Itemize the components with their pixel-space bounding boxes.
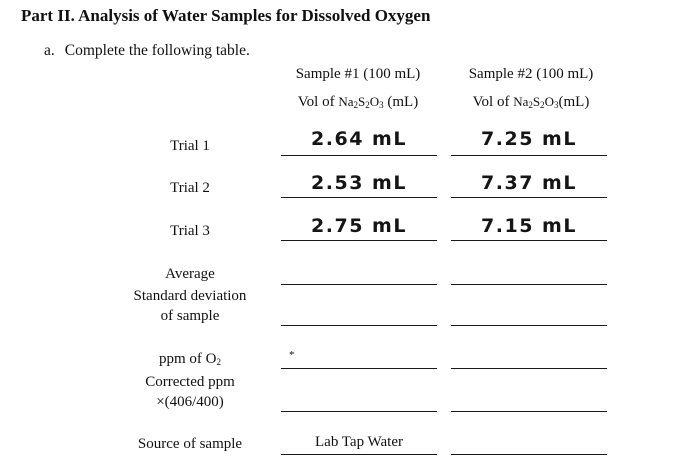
sample1-trial1-value: 2.64 mL bbox=[311, 128, 407, 150]
sample1-source-value: Lab Tap Water bbox=[315, 434, 403, 450]
sample2-corrected-line[interactable] bbox=[451, 411, 607, 412]
sample2-average-line[interactable] bbox=[451, 284, 607, 285]
sample1-trial3-value: 2.75 mL bbox=[311, 215, 407, 237]
sample1-trial3-line[interactable] bbox=[281, 240, 437, 241]
sample2-trial1-value: 7.25 mL bbox=[481, 128, 577, 150]
sample2-stdev-line[interactable] bbox=[451, 325, 607, 326]
page-title: Part II. Analysis of Water Samples for Dissolved Oxygen bbox=[21, 6, 431, 25]
sample2-trial1-line[interactable] bbox=[451, 155, 607, 156]
row-label-corrected-line2: ×(406/400) bbox=[156, 394, 224, 410]
instruction-letter: a. bbox=[44, 42, 55, 59]
row-label-trial3: Trial 3 bbox=[170, 223, 210, 239]
row-label-corrected-line1: Corrected ppm bbox=[145, 374, 235, 390]
sample1-trial2-line[interactable] bbox=[281, 197, 437, 198]
ppm-asterisk: * bbox=[289, 349, 295, 361]
sample2-heading: Sample #2 (100 mL) bbox=[468, 66, 594, 82]
row-label-stdev-line1: Standard deviation bbox=[133, 288, 247, 304]
sample2-trial3-value: 7.15 mL bbox=[481, 215, 577, 237]
sample1-source-line[interactable] bbox=[281, 454, 437, 455]
instruction bbox=[44, 42, 250, 60]
sample1-vol-label: Vol of $Na_2S_2O_3$ (mL) bbox=[297, 94, 419, 110]
sample2-trial2-value: 7.37 mL bbox=[481, 172, 577, 194]
sample2-ppm-line[interactable] bbox=[451, 368, 607, 369]
sample1-trial1-line[interactable] bbox=[281, 155, 437, 156]
sample1-stdev-line[interactable] bbox=[281, 325, 437, 326]
row-label-trial1: Trial 1 bbox=[170, 138, 210, 154]
sample1-corrected-line[interactable] bbox=[281, 411, 437, 412]
sample2-source-line[interactable] bbox=[451, 454, 607, 455]
sample1-average-line[interactable] bbox=[281, 284, 437, 285]
row-label-average: Average bbox=[165, 266, 215, 282]
sample1-trial2-value: 2.53 mL bbox=[311, 172, 407, 194]
sample1-ppm-line[interactable] bbox=[281, 368, 437, 369]
sample1-heading: Sample #1 (100 mL) bbox=[295, 66, 421, 82]
row-label-stdev bbox=[105, 286, 275, 326]
row-label-trial2: Trial 2 bbox=[170, 180, 210, 196]
instruction-text: Complete the following table. bbox=[64, 42, 250, 59]
row-label-corrected bbox=[105, 372, 275, 412]
row-label-ppm: ppm of $O_2$ bbox=[159, 351, 221, 367]
row-label-stdev-line2: of sample bbox=[160, 308, 220, 324]
sample2-trial2-line[interactable] bbox=[451, 197, 607, 198]
sample2-vol-label: Vol of $Na_2S_2O_3(mL)$ bbox=[472, 94, 590, 110]
row-label-source: Source of sample bbox=[137, 436, 243, 452]
sample2-trial3-line[interactable] bbox=[451, 240, 607, 241]
